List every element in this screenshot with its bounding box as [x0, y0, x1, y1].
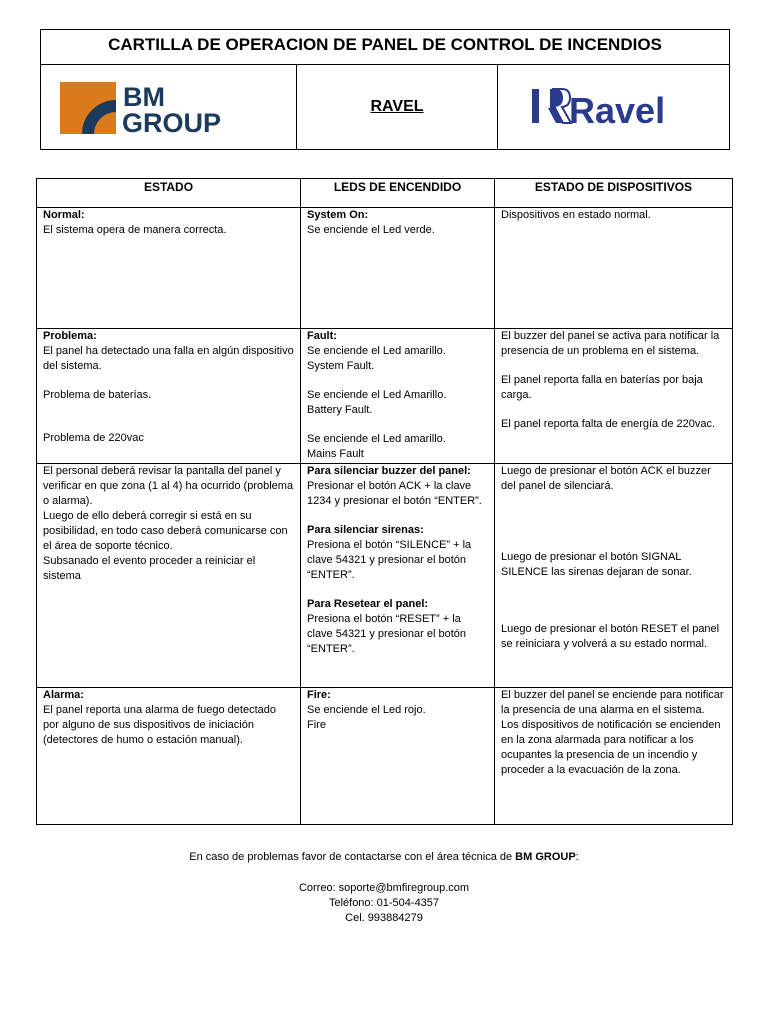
- header-dispositivos: ESTADO DE DISPOSITIVOS: [495, 179, 733, 208]
- problema-text-3: Problema de 220vac: [43, 432, 144, 444]
- alarma-disp-2: Los dispositivos de notificación se encienden en la zona alarmada para notificar a los ocupantes la presencia de un incendio y proceder a la evacuación de la zona.: [501, 719, 721, 776]
- page-title: CARTILLA DE OPERACION DE PANEL DE CONTROL DE INCENDIOS: [41, 30, 729, 65]
- header-box: [40, 29, 730, 150]
- cell-normal-dispositivos: [495, 208, 733, 329]
- reset-title: Para Resetear el panel:: [307, 598, 429, 610]
- acciones-text-1: El personal deberá revisar la pantalla del panel y verificar en que zona (1 al 4) ha ocurrido (problema o alarma).: [43, 465, 294, 507]
- problema-led-3a: Se enciende el Led amarillo.: [307, 433, 446, 445]
- alarma-led-title: Fire:: [307, 689, 331, 701]
- sirenas-text: Presiona el botón “SILENCE” + la clave 54321 y presionar el botón “ENTER”.: [307, 539, 472, 581]
- acciones-disp-3: Luego de presionar el botón RESET el panel se reiniciara y volverá a su estado normal.: [501, 623, 720, 650]
- problema-led-1b: System Fault.: [307, 360, 375, 372]
- table-row-problema: [37, 329, 733, 464]
- problema-led-1a: Se enciende el Led amarillo.: [307, 345, 446, 357]
- alarma-title: Alarma:: [43, 689, 84, 701]
- table-row-normal: [37, 208, 733, 329]
- buzzer-title: Para silenciar buzzer del panel:: [307, 465, 471, 477]
- ravel-label-cell: [297, 65, 498, 149]
- normal-led-text: Se enciende el Led verde.: [307, 224, 435, 236]
- cell-normal-estado: [37, 208, 301, 329]
- operation-table: [36, 178, 733, 825]
- alarma-disp-1: El buzzer del panel se enciende para notificar la presencia de una alarma en el sistema.: [501, 689, 724, 716]
- acciones-disp-1: Luego de presionar el botón ACK el buzzer del panel de silenciará.: [501, 465, 711, 492]
- alarma-led-1: Se enciende el Led rojo.: [307, 704, 426, 716]
- cell-alarma-dispositivos: [495, 688, 733, 825]
- footer-company: BM GROUP: [515, 851, 576, 863]
- ravel-logo-bar: [532, 89, 539, 123]
- cell-problema-led: [301, 329, 495, 464]
- footer-intro-end: :: [575, 851, 579, 863]
- acciones-disp-2: Luego de presionar el botón SIGNAL SILENCE las sirenas dejaran de sonar.: [501, 551, 692, 578]
- cell-acciones-led: [301, 464, 495, 688]
- cell-acciones-dispositivos: [495, 464, 733, 688]
- reset-text: Presiona el botón “RESET” + la clave 54321 y presionar el botón “ENTER”.: [307, 613, 466, 655]
- footer-email: Correo: soporte@bmfiregroup.com: [298, 882, 470, 894]
- footer-intro: En caso de problemas favor de contactarse con el área técnica de: [189, 851, 516, 863]
- footer-intro-line: [0, 850, 768, 865]
- cell-normal-led: [301, 208, 495, 329]
- table-row-alarma: [37, 688, 733, 825]
- problema-led-2a: Se enciende el Led Amarillo.: [307, 389, 447, 401]
- problema-led-2b: Battery Fault.: [307, 404, 373, 416]
- problema-disp-2: El panel reporta falla en baterías por baja carga.: [501, 374, 703, 401]
- cell-alarma-led: [301, 688, 495, 825]
- contact-footer: [0, 850, 768, 926]
- bm-group-logo-cell: [41, 65, 297, 149]
- table-row-acciones: [37, 464, 733, 688]
- footer-cel: Cel. 993884279: [345, 912, 423, 924]
- bm-logo-text-group: GROUP: [122, 108, 222, 136]
- problema-text-1: El panel ha detectado una falla en algún dispositivo del sistema.: [43, 345, 294, 372]
- bm-logo-text-bm: BM: [123, 82, 165, 112]
- alarma-text: El panel reporta una alarma de fuego detectado por alguno de sus dispositivos de iniciación (detectores de humo o estación manual).: [43, 704, 276, 746]
- acciones-text-3: Subsanado el evento proceder a reiniciar el sistema: [43, 555, 256, 582]
- ravel-logo: [531, 85, 696, 129]
- normal-led-title: System On:: [307, 209, 369, 221]
- brand-name: RAVEL: [370, 98, 424, 115]
- problema-text-2: Problema de baterías.: [43, 389, 152, 401]
- problema-led-3b: Mains Fault: [307, 448, 364, 460]
- alarma-led-2: Fire: [307, 719, 326, 731]
- cell-problema-estado: [37, 329, 301, 464]
- problema-disp-3: El panel reporta falta de energía de 220vac.: [501, 418, 716, 430]
- problema-disp-1: El buzzer del panel se activa para notificar la presencia de un problema en el sistema.: [501, 330, 720, 357]
- cell-alarma-estado: [37, 688, 301, 825]
- sirenas-title: Para silenciar sirenas:: [307, 524, 424, 536]
- problema-title: Problema:: [43, 330, 97, 342]
- table-header-row: [37, 179, 733, 208]
- acciones-text-2: Luego de ello deberá corregir si está en su posibilidad, en todo caso deberá comunicarse con el área de soporte técnico.: [43, 510, 288, 552]
- problema-led-title: Fault:: [307, 330, 337, 342]
- normal-text: El sistema opera de manera correcta.: [43, 224, 227, 236]
- header-estado: ESTADO: [37, 179, 301, 208]
- cell-acciones-estado: [37, 464, 301, 688]
- normal-title: Normal:: [43, 209, 85, 221]
- buzzer-text: Presionar el botón ACK + la clave 1234 y presionar el botón “ENTER”.: [307, 480, 482, 507]
- cell-problema-dispositivos: [495, 329, 733, 464]
- ravel-logo-text: Ravel: [569, 90, 666, 129]
- ravel-logo-cell: [498, 65, 729, 149]
- normal-dispositivos-text: Dispositivos en estado normal.: [501, 209, 651, 221]
- header-leds: LEDS DE ENCENDIDO: [301, 179, 495, 208]
- bm-group-logo: [60, 80, 250, 136]
- footer-phone: Teléfono: 01-504-4357: [328, 897, 440, 909]
